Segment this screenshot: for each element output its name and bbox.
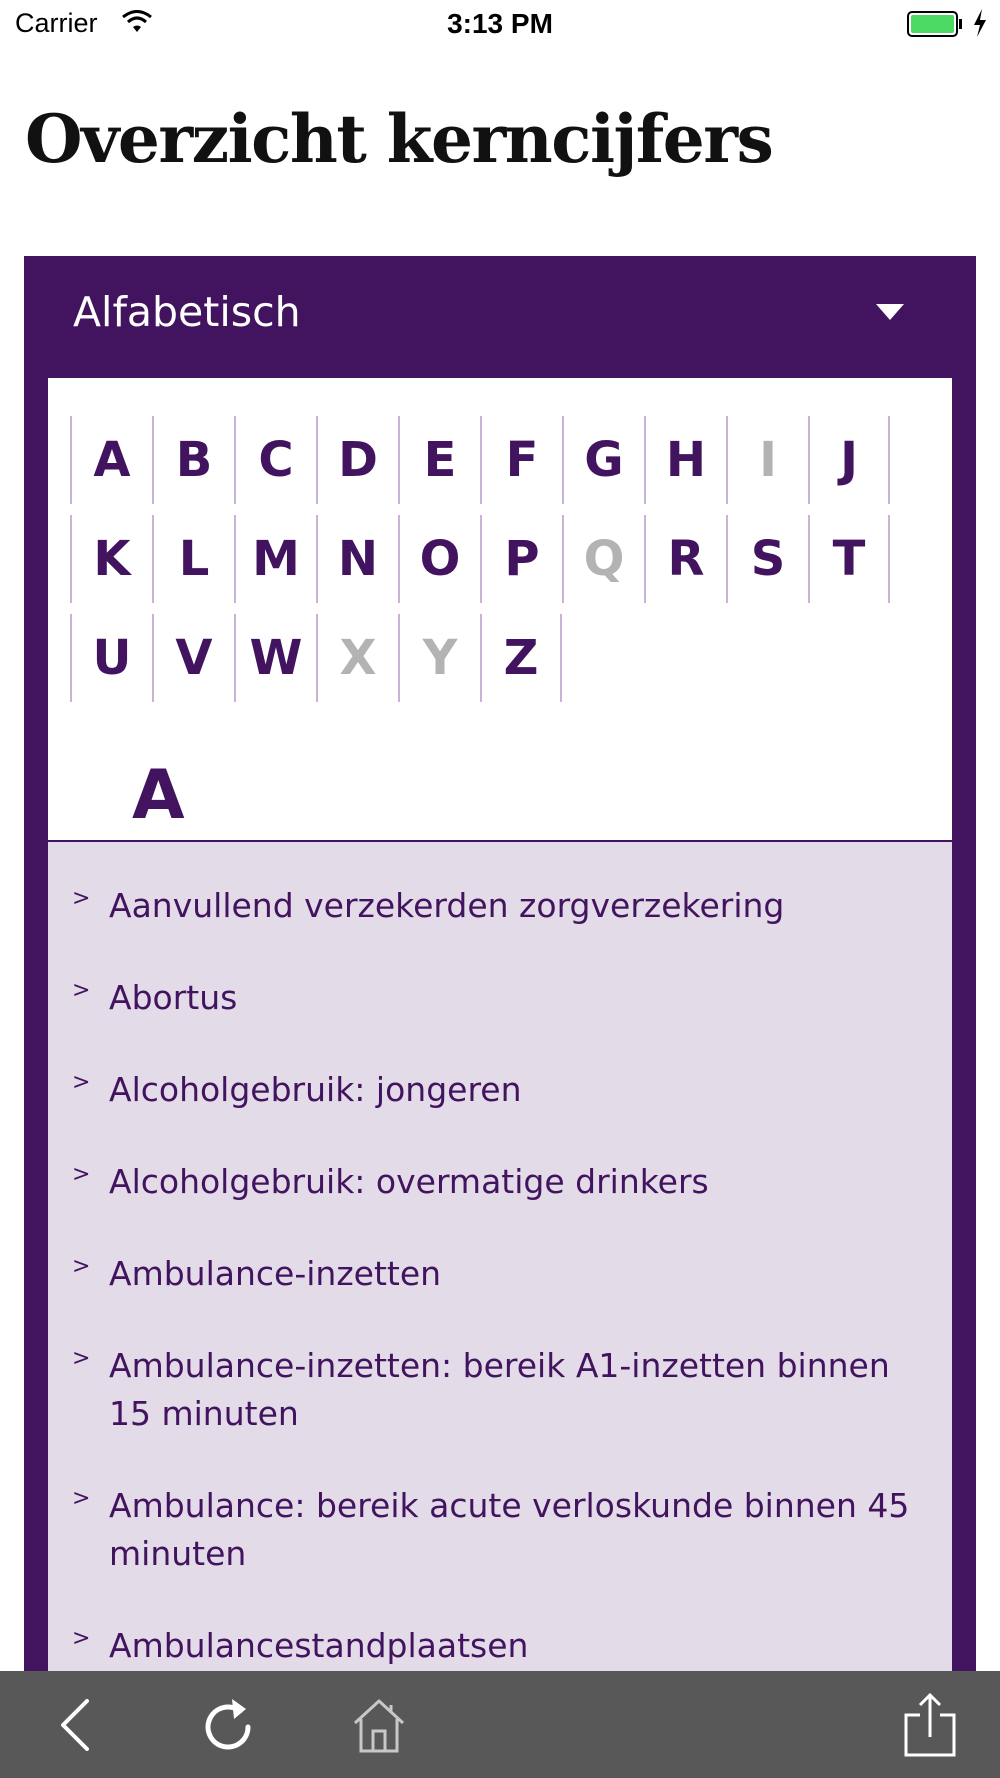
- letter-l[interactable]: L: [152, 515, 234, 603]
- letter-q: Q: [562, 515, 644, 603]
- letter-b[interactable]: B: [152, 416, 234, 504]
- letter-s[interactable]: S: [726, 515, 808, 603]
- charging-bolt-icon: [972, 9, 988, 37]
- status-time: 3:13 PM: [447, 8, 553, 39]
- letter-row: [70, 614, 900, 702]
- chevron-right-icon: >: [72, 1626, 91, 1651]
- chevron-down-icon: [874, 302, 906, 322]
- page-title: Overzicht kerncijfers: [25, 100, 773, 178]
- status-bar: [0, 0, 1000, 50]
- chevron-right-icon: >: [72, 1254, 91, 1279]
- letter-f[interactable]: F: [480, 416, 562, 504]
- panel-content: [48, 378, 952, 1676]
- letter-x: X: [316, 614, 398, 702]
- letter-j[interactable]: J: [808, 416, 890, 504]
- letter-t[interactable]: T: [808, 515, 890, 603]
- letter-m[interactable]: M: [234, 515, 316, 603]
- topic-list: [48, 842, 952, 1676]
- letter-g[interactable]: G: [562, 416, 644, 504]
- topic-label: Aanvullend verzekerden zorgverzekering: [109, 886, 785, 925]
- topic-label: Abortus: [109, 978, 238, 1017]
- alphabet-index: [70, 416, 900, 713]
- letter-z[interactable]: Z: [480, 614, 562, 702]
- share-icon[interactable]: [898, 1693, 962, 1757]
- chevron-right-icon: >: [72, 1486, 91, 1511]
- letter-y: Y: [398, 614, 480, 702]
- topic-label: Ambulance-inzetten: [109, 1254, 442, 1293]
- letter-i: I: [726, 416, 808, 504]
- letter-row: [70, 416, 900, 504]
- topic-label: Alcoholgebruik: overmatige drinkers: [109, 1162, 709, 1201]
- battery-icon: [907, 11, 963, 37]
- topic-label: Alcoholgebruik: jongeren: [109, 1070, 522, 1109]
- letter-v[interactable]: V: [152, 614, 234, 702]
- browser-toolbar: [0, 1671, 1000, 1778]
- chevron-right-icon: >: [72, 1346, 91, 1371]
- sort-dropdown-label: Alfabetisch: [73, 288, 301, 336]
- topic-label: Ambulance: bereik acute verloskunde binnen 45 minuten: [109, 1486, 910, 1573]
- letter-n[interactable]: N: [316, 515, 398, 603]
- chevron-right-icon: >: [72, 1162, 91, 1187]
- letter-o[interactable]: O: [398, 515, 480, 603]
- back-icon[interactable]: [45, 1693, 109, 1757]
- topic-label: Ambulancestandplaatsen: [109, 1626, 529, 1665]
- topic-label: Ambulance-inzetten: bereik A1-inzetten binnen 15 minuten: [109, 1346, 890, 1433]
- kerncijfers-panel: [24, 256, 976, 1676]
- letter-e[interactable]: E: [398, 416, 480, 504]
- chevron-right-icon: >: [72, 1070, 91, 1095]
- letter-row: [70, 515, 900, 603]
- letter-c[interactable]: C: [234, 416, 316, 504]
- letter-d[interactable]: D: [316, 416, 398, 504]
- letter-p[interactable]: P: [480, 515, 562, 603]
- chevron-right-icon: >: [72, 886, 91, 911]
- letter-w[interactable]: W: [234, 614, 316, 702]
- letter-r[interactable]: R: [644, 515, 726, 603]
- letter-h[interactable]: H: [644, 416, 726, 504]
- carrier-label: Carrier: [15, 8, 98, 38]
- home-icon[interactable]: [347, 1693, 411, 1757]
- letter-u[interactable]: U: [70, 614, 152, 702]
- letter-k[interactable]: K: [70, 515, 152, 603]
- letter-a[interactable]: A: [70, 416, 152, 504]
- sort-dropdown[interactable]: [24, 256, 976, 378]
- chevron-right-icon: >: [72, 978, 91, 1003]
- reload-icon[interactable]: [196, 1693, 260, 1757]
- section-heading: A: [132, 756, 185, 835]
